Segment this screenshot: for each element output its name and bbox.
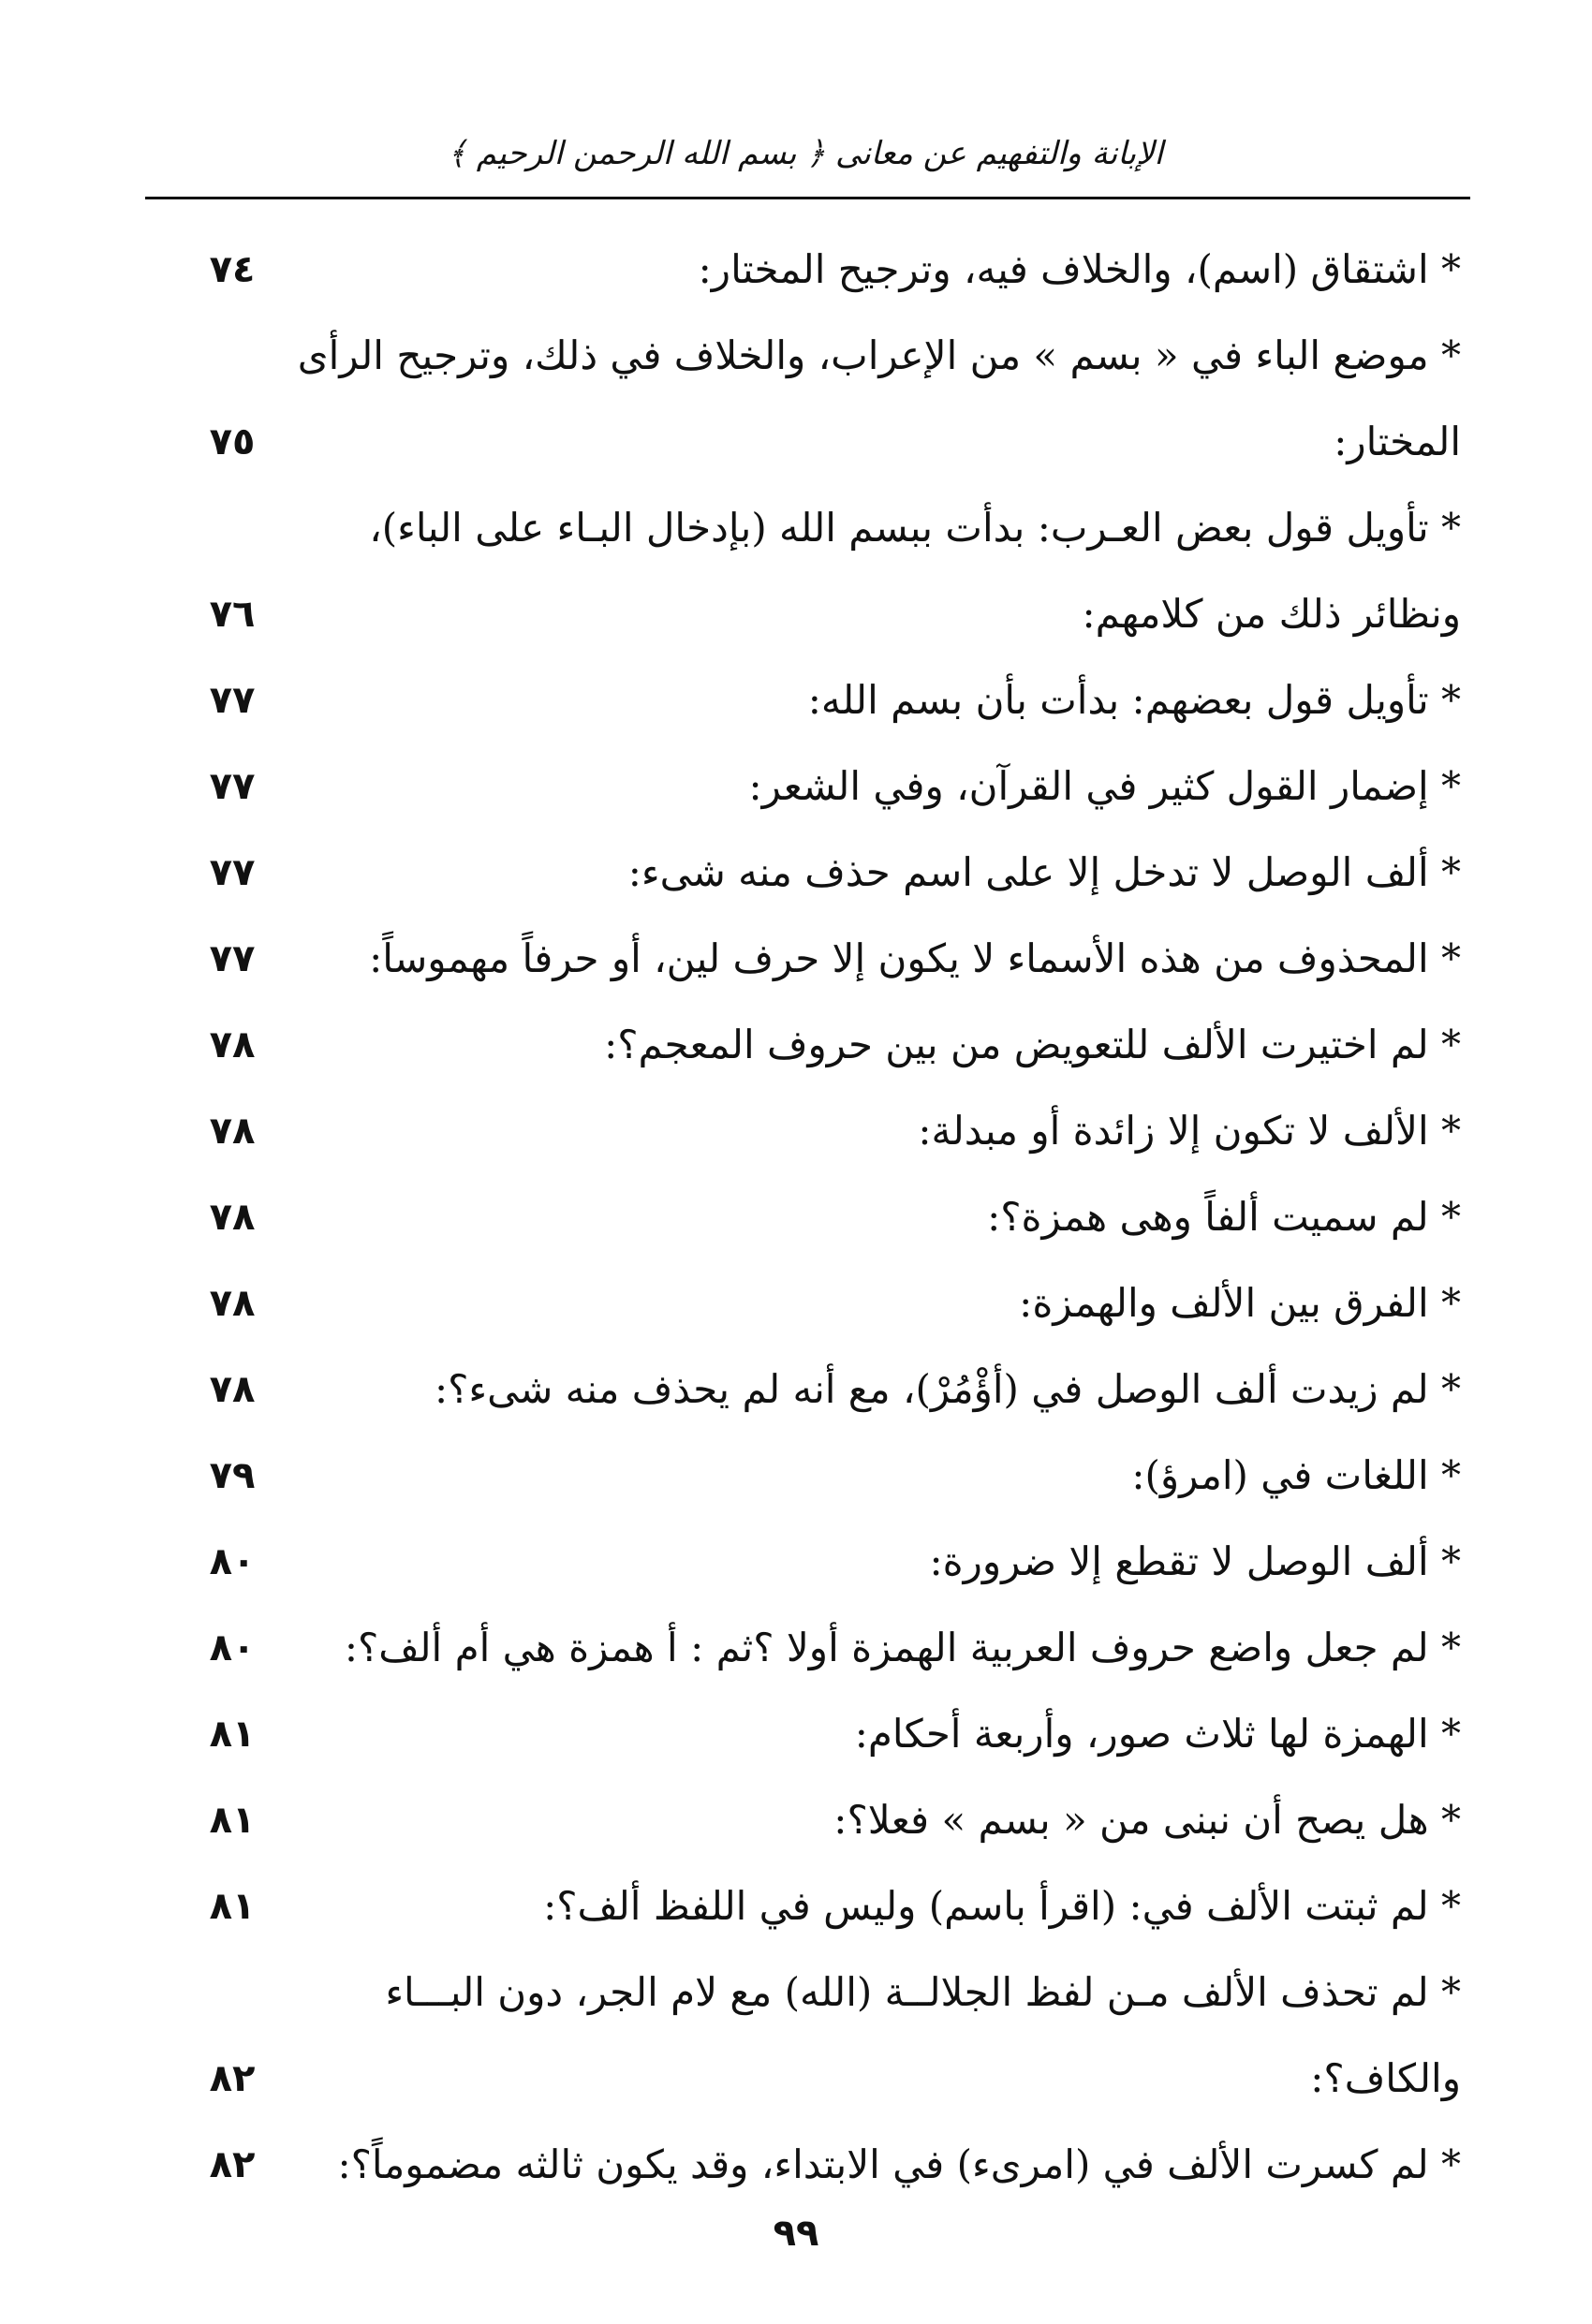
toc-entry <box>159 1433 1461 1519</box>
toc-entry-title: * ألف الوصل لا تدخل إلا على اسم حذف منه شىء: <box>627 849 1461 895</box>
toc-entry <box>159 830 1461 916</box>
header-rule <box>145 197 1470 199</box>
toc-entry-title: * تأويل قول بعض العـرب: بدأت ببسم الله (بإدخال البـاء على الباء)، <box>369 505 1461 551</box>
toc-entry-title: * لم جعل واضع حروف العربية الهمزة أولا ؟ثم : أ همزة هي أم ألف؟: <box>344 1625 1461 1670</box>
toc-entry-page: ٧٨ <box>209 1282 256 1325</box>
toc-entry-page: ٧٧ <box>209 679 256 722</box>
toc-entry <box>159 743 1461 830</box>
toc-entry-page: ٧٨ <box>209 1110 256 1153</box>
toc-entry-title: * إضمار القول كثير في القرآن، وفي الشعر: <box>748 763 1461 809</box>
toc-entry <box>159 1260 1461 1346</box>
toc-entry-page: ٧٨ <box>209 1023 256 1066</box>
toc-entry <box>159 916 1461 1002</box>
toc-entry <box>159 313 1461 485</box>
toc-entry-page: ٨١ <box>209 1799 256 1842</box>
toc-entry <box>159 1605 1461 1691</box>
toc-entry-title: * لم اختيرت الألف للتعويض من بين حروف المعجم؟: <box>604 1022 1461 1067</box>
toc-entry-page: ٧٧ <box>209 765 256 808</box>
toc-entry-title: * الألف لا تكون إلا زائدة أو مبدلة: <box>918 1108 1461 1154</box>
table-of-contents <box>159 227 1461 2208</box>
toc-entry <box>159 1863 1461 1949</box>
toc-entry-title: * اشتقاق (اسم)، والخلاف فيه، وترجيح المختار: <box>698 246 1461 292</box>
toc-entry-title: * الهمزة لها ثلاث صور، وأربعة أحكام: <box>854 1711 1461 1757</box>
toc-entry-page: ٧٧ <box>209 851 256 894</box>
toc-entry-page: ٨٢ <box>209 2143 256 2186</box>
toc-entry-page: ٧٤ <box>209 248 256 291</box>
toc-entry <box>159 1346 1461 1433</box>
toc-entry <box>159 1002 1461 1088</box>
toc-entry-page: ٧٨ <box>209 1368 256 1411</box>
toc-entry-page: ٧٩ <box>209 1454 256 1497</box>
toc-entry <box>159 2122 1461 2208</box>
toc-entry-page: ٧٨ <box>209 1196 256 1239</box>
running-header: الإبانة والتفهيم عن معانى ﴿ بسم الله الرحمن الرحيم ﴾ <box>448 135 1163 172</box>
toc-entry-title: * هل يصح أن نبنى من « بسم » فعلا؟: <box>833 1797 1461 1843</box>
toc-entry-page: ٨١ <box>209 1885 256 1928</box>
toc-entry-page: ٨٠ <box>209 1540 256 1583</box>
toc-entry-page: ٨٢ <box>209 2057 256 2100</box>
toc-entry <box>159 1174 1461 1260</box>
toc-entry <box>159 657 1461 743</box>
toc-entry <box>159 1949 1461 2122</box>
toc-entry-title: * موضع الباء في « بسم » من الإعراب، والخلاف في ذلك، وترجيح الرأى <box>297 332 1461 378</box>
toc-entry-page: ٧٥ <box>209 420 256 463</box>
toc-entry-title: * الفرق بين الألف والهمزة: <box>1019 1280 1461 1326</box>
page-number: ٩٩ <box>773 2212 819 2255</box>
toc-entry-page: ٨١ <box>209 1713 256 1756</box>
toc-entry-title: * لم ثبتت الألف في: (اقرأ باسم) وليس في اللفظ ألف؟: <box>543 1883 1461 1929</box>
toc-entry-title: * لم سميت ألفاً وهى همزة؟: <box>987 1194 1461 1240</box>
toc-entry-continuation: ونظائر ذلك من كلامهم: <box>1082 591 1461 637</box>
toc-entry-page: ٨٠ <box>209 1626 256 1669</box>
toc-entry <box>159 485 1461 657</box>
toc-entry-continuation: المختار: <box>1334 419 1461 464</box>
toc-entry <box>159 1777 1461 1863</box>
toc-entry-title: * تأويل قول بعضهم: بدأت بأن بسم الله: <box>807 677 1461 723</box>
toc-entry-page: ٧٧ <box>209 937 256 980</box>
toc-entry <box>159 1519 1461 1605</box>
toc-entry <box>159 1691 1461 1777</box>
toc-entry-title: * المحذوف من هذه الأسماء لا يكون إلا حرف لين، أو حرفاً مهموساً: <box>369 935 1461 981</box>
toc-entry-page: ٧٦ <box>209 593 256 636</box>
toc-entry-title: * اللغات في (امرؤ): <box>1131 1452 1461 1498</box>
toc-entry-title: * لم كسرت الألف في (امرىء) في الابتداء، وقد يكون ثالثه مضموماً؟: <box>337 2141 1461 2187</box>
toc-entry-title: * لم تحذف الألف مـن لفظ الجلالــة (الله) مع لام الجر، دون البـــاء <box>385 1969 1461 2015</box>
toc-entry-title: * ألف الوصل لا تقطع إلا ضرورة: <box>929 1538 1461 1584</box>
toc-entry-title: * لم زيدت ألف الوصل في (أؤْمُرْ)، مع أنه لم يحذف منه شىء؟: <box>434 1366 1461 1412</box>
toc-entry-continuation: والكاف؟: <box>1310 2055 1461 2101</box>
toc-entry <box>159 227 1461 313</box>
toc-entry <box>159 1088 1461 1174</box>
